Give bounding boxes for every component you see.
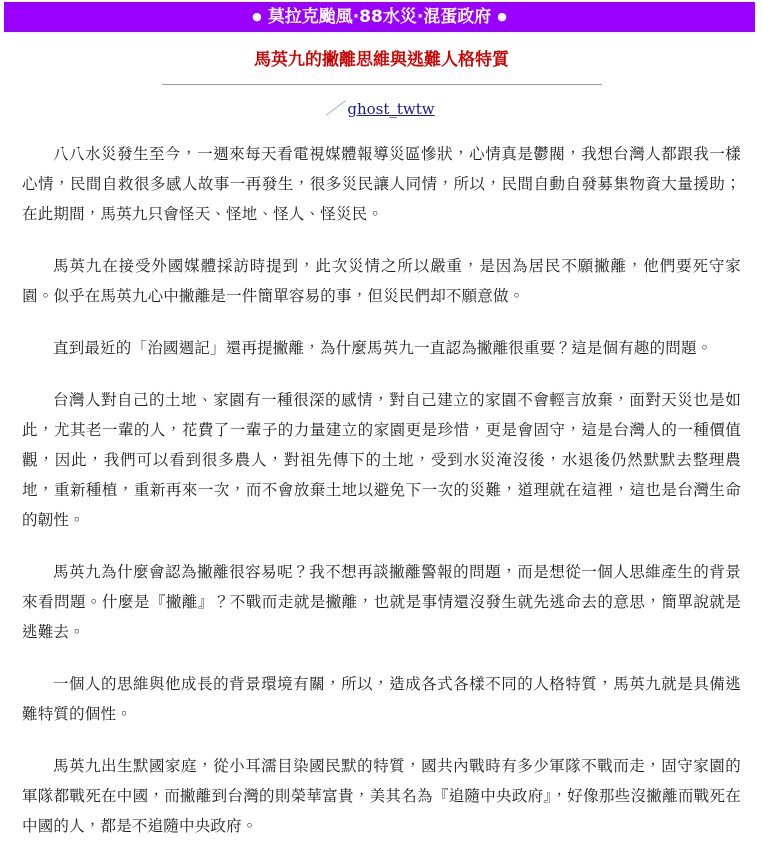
article-paragraph: 台灣人對自己的土地、家園有一種很深的感情，對自己建立的家園不會輕言放棄，面對天災也是如此，尤其老一輩的人，花費了一輩子的力量建立的家園更是珍惜，更是會固守，這是台灣人的一種價值觀，因此，我們可以看到很多農人，對祖先傳下的土地，受到水災淹沒後，水退後仍然默默去整理農地，重新種植，重新再來一次，而不會放棄土地以避免下一次的災難，道理就在這裡，這也是台灣生命的韌性。 (22, 391, 741, 529)
slash-icon: ／ (324, 99, 348, 118)
banner-title (246, 2, 513, 32)
page-root (0, 2, 763, 841)
article-paragraph: 一個人的思維與他成長的背景環境有關，所以，造成各式各樣不同的人格特質，馬英九就是具備逃難特質的個性。 (22, 675, 741, 723)
article-paragraph: 直到最近的「治國週記」還再提撇離，為什麼馬英九一直認為撇離很重要？這是個有趣的問題。 (53, 339, 713, 357)
title-divider (162, 84, 602, 85)
article-paragraph: 八八水災發生至今，一週來每天看電視媒體報導災區慘狀，心情真是鬱閥，我想台灣人都跟我一樣心情，民間自救很多感人故事一再發生，很多災民讓人同情，所以，民間自動自發募集物資大量援助；在此期間，馬英九只會怪天、怪地、怪人、怪災民。 (22, 145, 741, 223)
page-title: 馬英九的撇離思維與逃難人格特質 (254, 50, 509, 70)
article-paragraph: 馬英九為什麼會認為撇離很容易呢？我不想再談撇離警報的問題，而是想從一個人思維產生的背景來看問題。什麼是『撇離』？不戰而走就是撇離，也就是事情還沒發生就先逃命去的意思，簡單說就是逃難去。 (22, 563, 741, 641)
banner-title-text: 莫拉克颱風·88水災·混蛋政府 (267, 7, 492, 27)
article-paragraph: 馬英九在接受外國媒體採訪時提到，此次災情之所以嚴重，是因為居民不願撇離，他們要死守家園。似乎在馬英九心中撇離是一件簡單容易的事，但災民們却不願意做。 (22, 257, 741, 305)
site-banner (4, 2, 755, 32)
banner-bullet-right-icon: ● (497, 10, 507, 23)
article-header (0, 32, 763, 119)
byline (0, 96, 763, 119)
author-link[interactable]: ghost_twtw (347, 100, 435, 118)
banner-bullet-left-icon: ● (252, 10, 262, 23)
article-paragraph: 馬英九出生默國家庭，從小耳濡目染國民默的特質，國共內戰時有多少軍隊不戰而走，固守家園的軍隊都戰死在中國，而撇離到台灣的則榮華富貴，美其名為『追隨中央政府』，好像那些沒撇離而戰死在中國的人，都是不追隨中央政府。 (22, 757, 741, 835)
article-body (0, 139, 763, 841)
